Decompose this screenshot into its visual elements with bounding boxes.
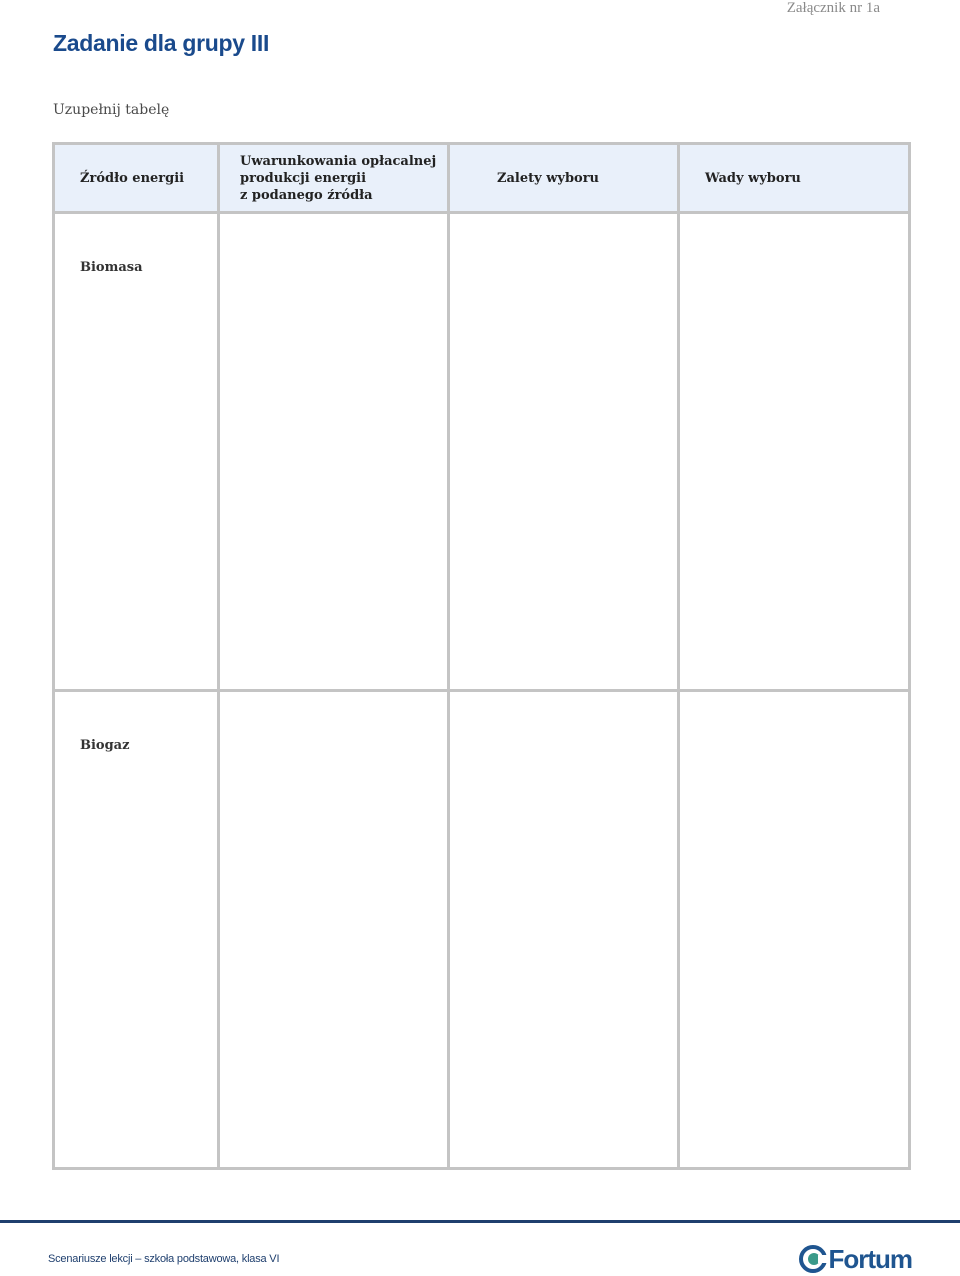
fortum-logo	[799, 1245, 912, 1273]
footer-divider	[0, 1220, 960, 1223]
column-header-source	[54, 144, 219, 213]
column-header-disadvantages	[679, 144, 910, 213]
worksheet-table	[52, 142, 911, 1170]
table-row	[54, 691, 910, 1169]
annex-label: Załącznik nr 1a	[786, 0, 880, 16]
cell-biogas-disadvantages[interactable]	[679, 691, 910, 1169]
cell-biogas-conditions[interactable]	[219, 691, 449, 1169]
cell-biomass-advantages[interactable]	[449, 213, 679, 691]
column-header-disadvantages-line-1: Wady wyboru	[705, 170, 801, 186]
column-header-conditions-line-2: produkcji energii	[240, 170, 367, 186]
column-header-conditions	[219, 144, 449, 213]
column-header-advantages	[449, 144, 679, 213]
row-label-biomass: Biomasa	[54, 213, 219, 691]
table-header-row	[54, 144, 910, 213]
column-header-conditions-line-3: z podanego źródła	[240, 187, 373, 203]
column-header-source-line-1: Źródło energii	[80, 170, 185, 186]
table-row	[54, 213, 910, 691]
cell-biogas-advantages[interactable]	[449, 691, 679, 1169]
column-header-conditions-line-1: Uwarunkowania opłacalnej	[240, 153, 437, 169]
instruction-text: Uzupełnij tabelę	[53, 102, 170, 118]
cell-biomass-conditions[interactable]	[219, 213, 449, 691]
cell-biomass-disadvantages[interactable]	[679, 213, 910, 691]
fortum-logo-icon	[799, 1245, 827, 1273]
column-header-advantages-line-1: Zalety wyboru	[497, 170, 600, 186]
page-title: Zadanie dla grupy III	[53, 30, 270, 56]
footer-text: Scenariusze lekcji – szkoła podstawowa, klasa VI	[48, 1253, 280, 1265]
row-label-biogas: Biogaz	[54, 691, 219, 1169]
fortum-logo-text: Fortum	[828, 1244, 912, 1274]
worksheet-table-container	[52, 142, 908, 1170]
